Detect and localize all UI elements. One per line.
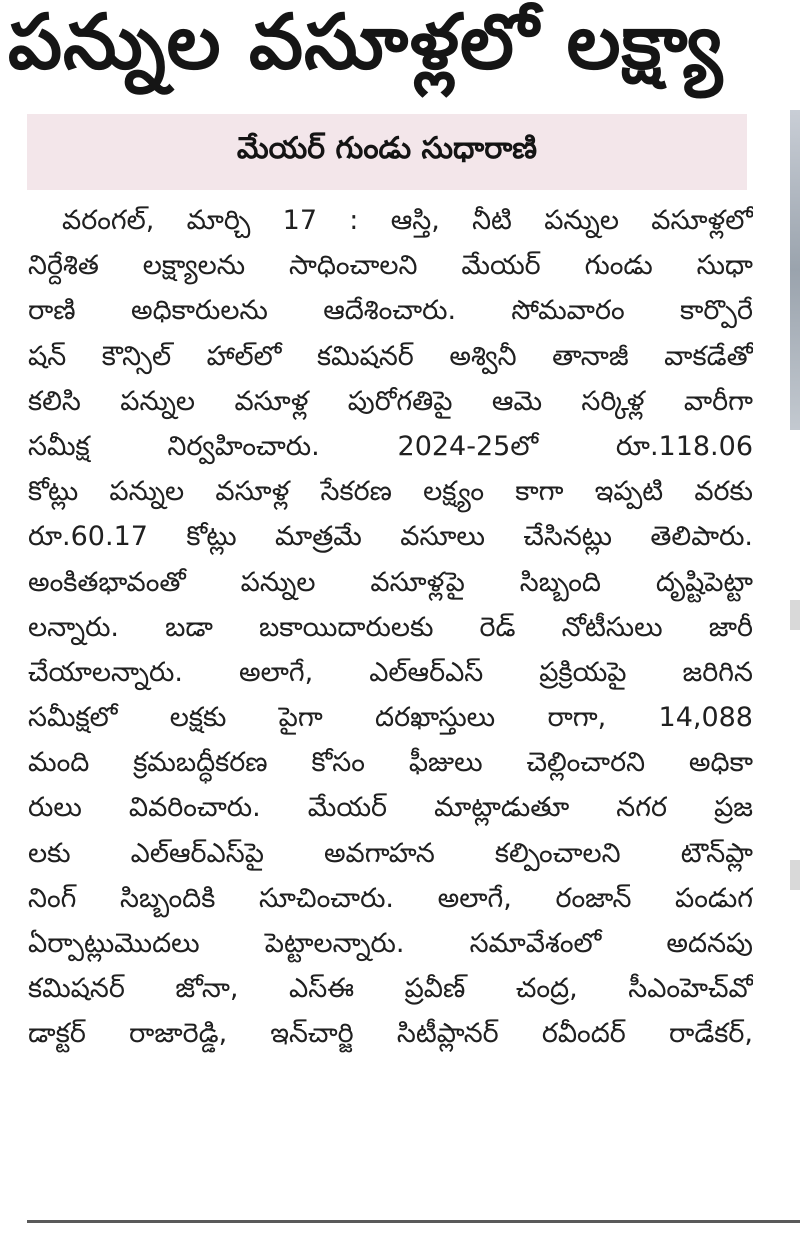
- bottom-divider: [27, 1220, 800, 1223]
- body-line: అంకితభావంతో పన్నుల వసూళ్లపై సిబ్బంది దృష్టిపెట్టా: [28, 566, 753, 598]
- article-body: [28, 198, 753, 1057]
- body-line: చేయాలన్నారు. అలాగే, ఎల్‌ఆర్‌ఎస్ ప్రక్రియపై జరిగిన: [28, 656, 753, 688]
- body-line: సమీక్షలో లక్షకు పైగా దరఖాస్తులు రాగా, 14,088: [28, 702, 753, 734]
- body-line: డాక్టర్ రాజారెడ్డి, ఇన్‌చార్జి సిటీప్లానర్ రవీందర్ రాడేకర్,: [28, 1018, 753, 1050]
- body-line: మంది క్రమబద్ధీకరణ కోసం ఫీజులు చెల్లించారని అధికా: [28, 747, 753, 779]
- body-line: వరంగల్, మార్చి 17 : ఆస్తి, నీటి పన్నుల వసూళ్లలో: [62, 205, 753, 236]
- body-line: రూ.60.17 కోట్లు మాత్రమే వసూలు చేసినట్లు తెలిపారు.: [28, 521, 753, 553]
- body-line: లకు ఎల్‌ఆర్‌ఎస్‌పై అవగాహన కల్పించాలని టౌన్‌ప్లా: [28, 837, 753, 869]
- body-line: షన్ కౌన్సిల్ హాల్‌లో కమిషనర్ అశ్వినీ తానాజీ వాకడేతో: [28, 340, 753, 372]
- body-line: రులు వివరించారు. మేయర్ మాట్లాడుతూ నగర ప్రజ: [28, 792, 753, 824]
- body-line: నింగ్ సిబ్బందికి సూచించారు. అలాగే, రంజాన్ పండుగ: [28, 882, 753, 914]
- body-line: కలిసి పన్నుల వసూళ్ల పురోగతిపై ఆమె సర్కిళ్ల వారీగా: [28, 385, 753, 417]
- body-line: లన్నారు. బడా బకాయిదారులకు రెడ్ నోటీసులు జారీ: [28, 611, 753, 643]
- body-line: ఏర్పాట్లుమొదలు పెట్టాలన్నారు. సమావేశంలో అదనపు: [28, 928, 753, 959]
- byline: మేయర్ గుండు సుధారాణి: [236, 131, 538, 166]
- body-line: నిర్దేశిత లక్ష్యాలను సాధించాలని మేయర్ గుండు సుధా: [28, 250, 753, 282]
- adjacent-photo-edge: [790, 110, 800, 430]
- headline-area: [0, 0, 800, 100]
- adjacent-column-edge: [790, 860, 800, 890]
- body-line: కమిషనర్ జోనా, ఎస్‌ఈ ప్రవీణ్ చంద్ర, సీఎంహెచ్‌వో: [28, 973, 753, 1005]
- headline: పన్నుల వసూళ్లలో లక్ష్యా: [8, 0, 724, 86]
- byline-box: [27, 114, 747, 190]
- body-line: రాణి అధికారులను ఆదేశించారు. సోమవారం కార్పొరే: [28, 295, 753, 327]
- body-line: కోట్లు పన్నుల వసూళ్ల సేకరణ లక్ష్యం కాగా ఇప్పటి వరకు: [28, 476, 753, 508]
- adjacent-column-edge: [790, 600, 800, 630]
- body-line: సమీక్ష నిర్వహించారు. 2024-25లో రూ.118.06: [28, 430, 753, 462]
